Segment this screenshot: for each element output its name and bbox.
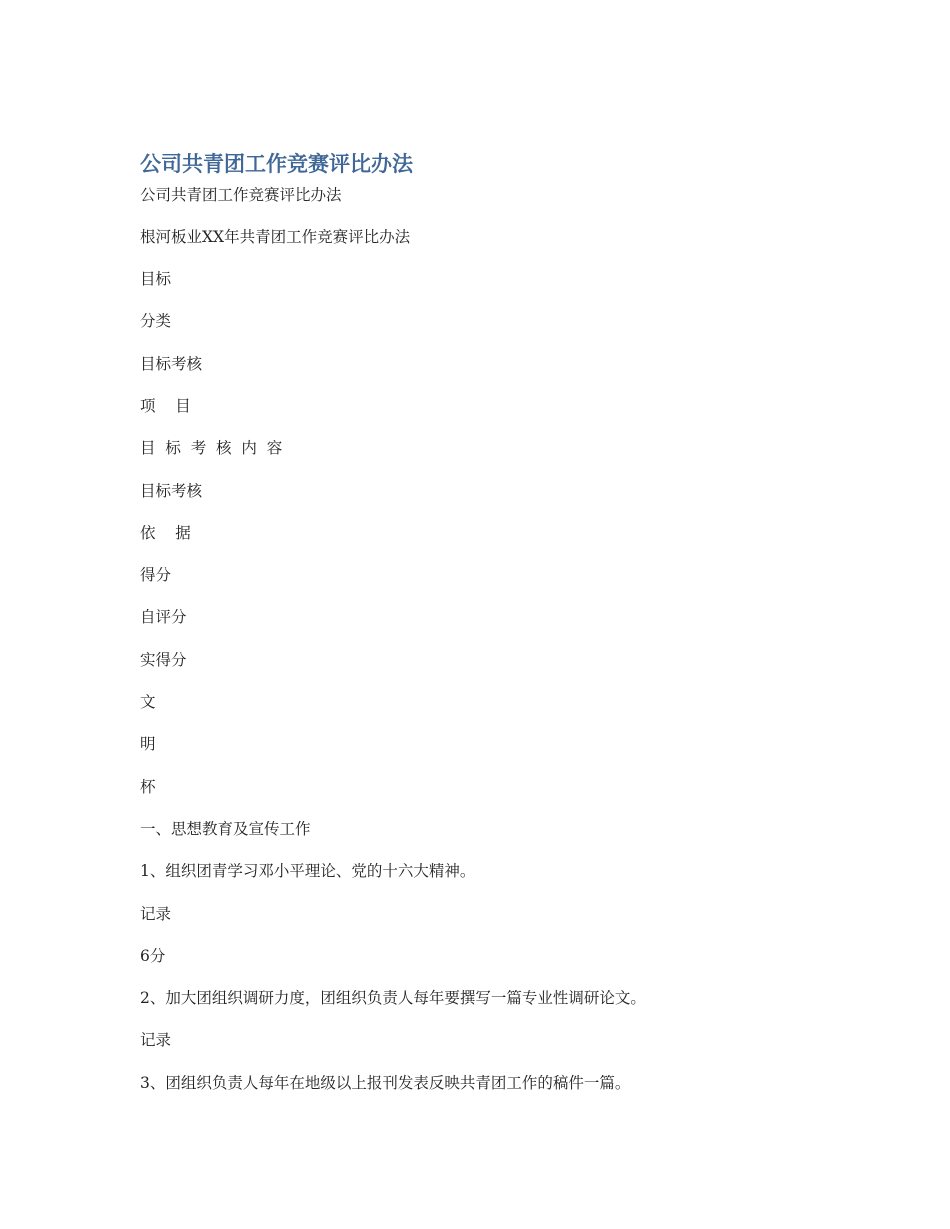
paragraph-record-1: 记录: [140, 905, 172, 923]
paragraph-item: 项 目: [140, 397, 191, 415]
paragraph-score: 得分: [140, 566, 172, 584]
paragraph-subtitle: 公司共青团工作竞赛评比办法: [140, 186, 342, 204]
paragraph-target-assessment: 目标考核: [140, 355, 203, 373]
paragraph-actual-score: 实得分: [140, 651, 187, 669]
paragraph-wen: 文: [140, 693, 156, 711]
paragraph-target: 目标: [140, 270, 172, 288]
paragraph-item-1: 1、组织团青学习邓小平理论、党的十六大精神。: [140, 862, 476, 880]
paragraph-assessment-content: 目 标 考 核 内 容: [140, 439, 283, 457]
document-title: 公司共青团工作竞赛评比办法: [140, 152, 413, 176]
paragraph-basis: 依 据: [140, 524, 191, 542]
paragraph-record-2: 记录: [140, 1031, 172, 1049]
paragraph-item-2: 2、加大团组织调研力度，团组织负责人每年要撰写一篇专业性调研论文。: [140, 989, 646, 1007]
paragraph-section-1: 一、思想教育及宣传工作: [140, 820, 311, 838]
paragraph-bei: 杯: [140, 778, 156, 796]
paragraph-target-assessment-2: 目标考核: [140, 482, 203, 500]
paragraph-item-3: 3、团组织负责人每年在地级以上报刊发表反映共青团工作的稿件一篇。: [140, 1074, 631, 1092]
paragraph-self-score: 自评分: [140, 608, 187, 626]
paragraph-category: 分类: [140, 312, 172, 330]
paragraph-points: 6分: [140, 947, 166, 965]
paragraph-ming: 明: [140, 735, 156, 753]
paragraph-heading: 根河板业XX年共青团工作竞赛评比办法: [140, 228, 411, 246]
